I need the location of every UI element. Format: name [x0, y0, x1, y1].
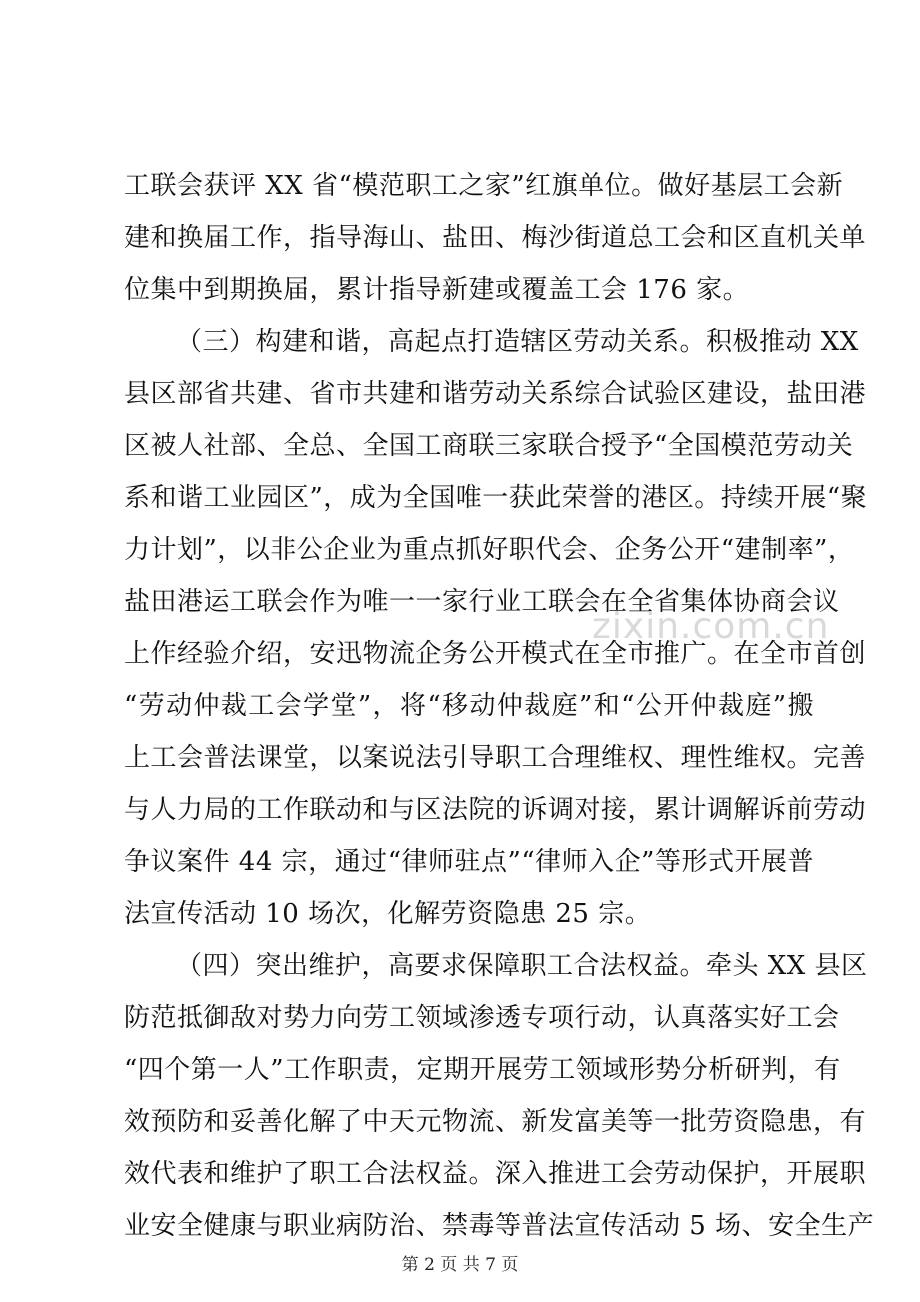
body-text-line: 系和谐工业园区”，成为全国唯一获此荣誉的港区。持续开展“聚: [124, 483, 868, 513]
page-footer: 第 2 页 共 7 页: [401, 1255, 519, 1275]
section-heading-line: （四）突出维护，高要求保障职工合法权益。牵头 XX 县区: [176, 951, 868, 981]
body-text-line: 上工会普法课堂，以案说法引导职工合理维权、理性维权。完善: [124, 743, 867, 773]
body-text-line: 位集中到期换届，累计指导新建或覆盖工会 176 家。: [124, 275, 750, 305]
body-text-line: 防范抵御敌对势力向劳工领域渗透专项行动，认真落实好工会: [124, 1003, 840, 1033]
watermark: zixin.com.cn: [592, 606, 830, 647]
body-text-line: 效预防和妥善化解了中天元物流、新发富美等一批劳资隐患，有: [124, 1107, 867, 1137]
body-text-line: 县区部省共建、省市共建和谐劳动关系综合试验区建设，盐田港: [124, 379, 867, 409]
section-heading-line: （三）构建和谐，高起点打造辖区劳动关系。积极推动 XX: [176, 327, 859, 357]
body-text-line: 业安全健康与职业病防治、禁毒等普法宣传活动 5 场、安全生产: [124, 1211, 875, 1241]
body-text-line: 建和换届工作，指导海山、盐田、梅沙街道总工会和区直机关单: [124, 223, 867, 253]
body-text-line: “劳动仲裁工会学堂”，将“移动仲裁庭”和“公开仲裁庭”搬: [124, 691, 814, 721]
body-text-line: “四个第一人”工作职责，定期开展劳工领域形势分析研判，有: [124, 1055, 841, 1085]
body-text-line: 工联会获评 XX 省“模范职工之家”红旗单位。做好基层工会新: [124, 171, 844, 201]
body-text-line: 效代表和维护了职工合法权益。深入推进工会劳动保护，开展职: [124, 1159, 867, 1189]
body-text-line: 争议案件 44 宗，通过“律师驻点”“律师入企”等形式开展普: [124, 847, 814, 877]
body-text-line: 力计划”，以非公企业为重点抓好职代会、企务公开“建制率”，: [124, 535, 855, 565]
body-text-line: 盐田港运工联会作为唯一一家行业工联会在全省集体协商会议: [124, 587, 840, 617]
body-text-line: 与人力局的工作联动和与区法院的诉调对接，累计调解诉前劳动: [124, 795, 867, 825]
body-text-line: 法宣传活动 10 场次，化解劳资隐患 25 宗。: [124, 899, 652, 929]
body-text-line: 区被人社部、全总、全国工商联三家联合授予“全国模范劳动关: [124, 431, 854, 461]
body-text-line: 上作经验介绍，安迅物流企务公开模式在全市推广。在全市首创: [124, 639, 867, 669]
